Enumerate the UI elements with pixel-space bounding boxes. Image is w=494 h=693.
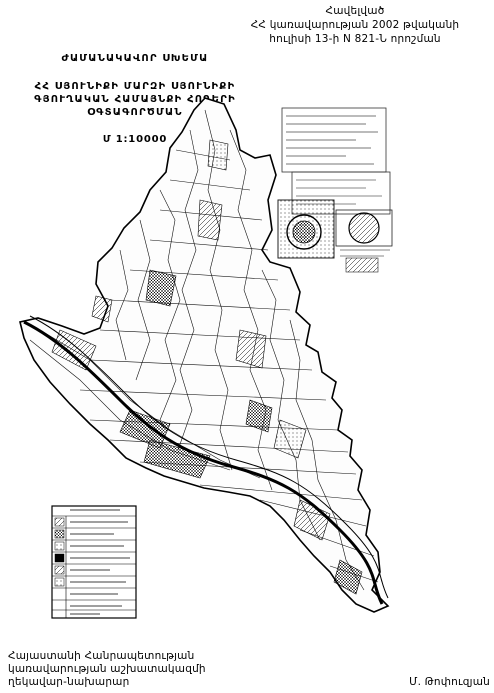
schema-title: ԺԱՄԱՆԱԿԱՎՈՐ ՍԽԵՄԱ [61,53,209,64]
subtitle-line-1: ՀՀ ՍՅՈՒՆԻՔԻ ՄԱՐԶԻ ՍՅՈՒՆԻՔԻ [34,81,236,92]
approval-line-1: Հավելված [325,5,385,17]
signatory-block [8,650,238,689]
signatory-line-2: կառավարության աշխատակազմի [8,663,206,675]
approval-line-3: հուլիսի 13-ի N 821-Ն որոշման [269,33,441,45]
subtitle-line-3: ՕԳՏԱԳՈՐԾՄԱՆ [87,107,183,118]
signatory-line-1: Հայաստանի Հանրապետության [8,650,195,662]
approval-line-2: ՀՀ կառավարության 2002 թվականի [250,19,460,31]
map-legend-table [52,506,136,618]
map-scale: Մ 1:10000 [102,134,168,145]
signatory-line-3: ղեկավար-նախարար [8,676,130,688]
signatory-name: Մ. Թոփուզյան [409,676,490,688]
approval-stamps [278,108,392,272]
subtitle-line-2: ԳՅՈՒՂԱԿԱՆ ՀԱՄԱՅՆՔԻ ՀՈՂԵՐԻ [34,94,236,105]
